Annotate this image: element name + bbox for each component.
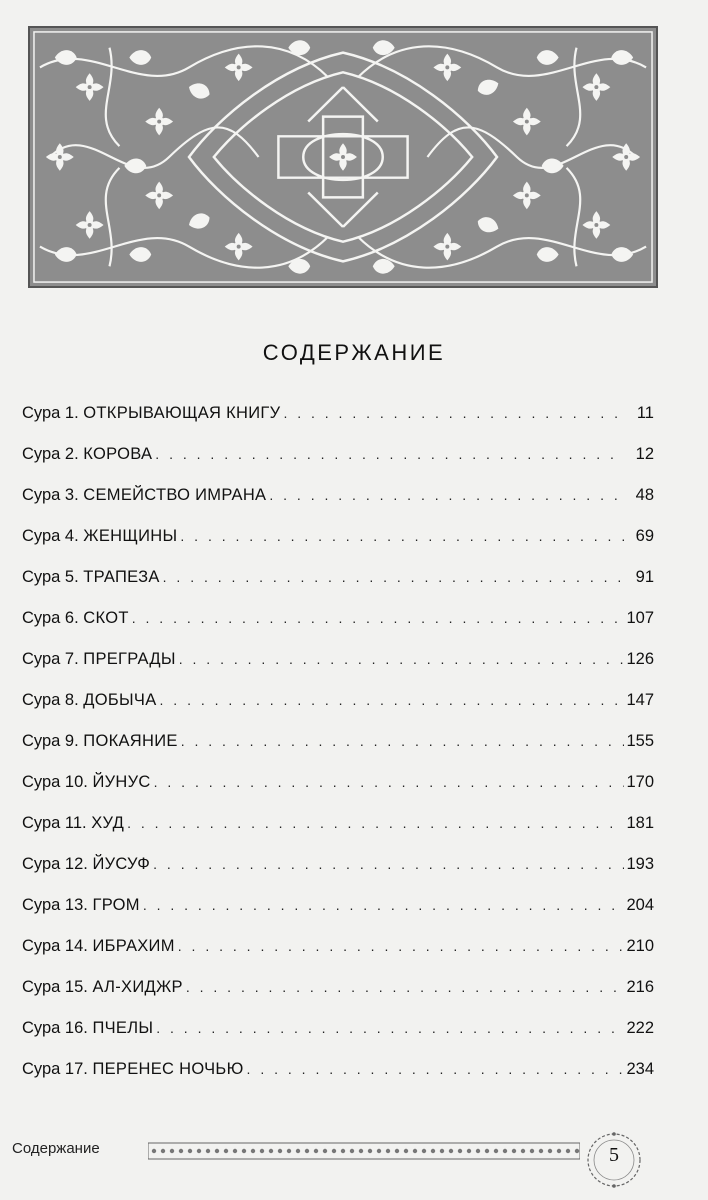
sura-name: ПЧЕЛЫ xyxy=(92,1019,154,1037)
toc-entry[interactable] xyxy=(22,650,654,691)
dot-leader xyxy=(247,1061,624,1077)
sura-name: СЕМЕЙСТВО ИМРАНА xyxy=(83,486,267,504)
sura-number: Сура 14. xyxy=(22,937,88,955)
sura-number: Сура 4. xyxy=(22,527,79,545)
toc-page-number: 126 xyxy=(626,650,654,668)
toc-page-number: 147 xyxy=(626,691,654,709)
toc-entry[interactable] xyxy=(22,855,654,896)
sura-number: Сура 7. xyxy=(22,650,79,668)
dot-leader xyxy=(269,487,624,503)
sura-number: Сура 13. xyxy=(22,896,88,914)
dot-leader xyxy=(163,569,624,585)
toc-page-number: 222 xyxy=(626,1019,654,1037)
page-title: СОДЕРЖАНИЕ xyxy=(262,340,446,365)
toc-page-number: 216 xyxy=(626,978,654,996)
toc-entry-title xyxy=(22,814,124,833)
sura-name: ТРАПЕЗА xyxy=(83,568,160,586)
toc-entry-title xyxy=(22,773,151,792)
sura-name: ГРОМ xyxy=(92,896,140,914)
sura-name: АЛ-ХИДЖР xyxy=(92,978,183,996)
sura-name: КОРОВА xyxy=(83,445,153,463)
sura-name: ДОБЫЧА xyxy=(83,691,157,709)
table-of-contents xyxy=(22,404,654,1101)
sura-name: ЙУНУС xyxy=(92,773,151,791)
toc-entry-title xyxy=(22,896,140,915)
toc-entry[interactable] xyxy=(22,609,654,650)
sura-number: Сура 16. xyxy=(22,1019,88,1037)
toc-entry-title xyxy=(22,609,129,628)
sura-number: Сура 3. xyxy=(22,486,79,504)
toc-entry-title xyxy=(22,937,175,956)
toc-entry[interactable] xyxy=(22,527,654,568)
sura-number: Сура 8. xyxy=(22,691,79,709)
sura-number: Сура 15. xyxy=(22,978,88,996)
sura-number: Сура 11. xyxy=(22,814,87,832)
toc-page-number: 69 xyxy=(635,527,654,545)
toc-page-number: 234 xyxy=(626,1060,654,1078)
dot-leader xyxy=(180,528,624,544)
toc-entry-title xyxy=(22,732,178,751)
sura-number: Сура 17. xyxy=(22,1060,88,1078)
toc-entry[interactable] xyxy=(22,732,654,773)
dot-leader xyxy=(160,692,624,708)
toc-page-number: 170 xyxy=(626,773,654,791)
sura-number: Сура 1. xyxy=(22,404,79,422)
toc-page-number: 193 xyxy=(626,855,654,873)
dot-leader xyxy=(154,774,624,790)
decorative-border-band-icon xyxy=(148,1140,580,1162)
sura-name: ПЕРЕНЕС НОЧЬЮ xyxy=(92,1060,244,1078)
sura-name: ПОКАЯНИЕ xyxy=(83,732,178,750)
sura-number: Сура 2. xyxy=(22,445,79,463)
toc-page-number: 210 xyxy=(626,937,654,955)
toc-entry-title xyxy=(22,650,176,669)
arabesque-ornament-icon xyxy=(30,28,656,286)
toc-page-number: 48 xyxy=(635,486,654,504)
toc-entry-title xyxy=(22,1060,244,1079)
toc-page-number: 155 xyxy=(626,732,654,750)
dot-leader xyxy=(155,446,624,462)
toc-entry-title xyxy=(22,978,183,997)
toc-page-number: 107 xyxy=(626,609,654,627)
toc-entry[interactable] xyxy=(22,937,654,978)
toc-entry[interactable] xyxy=(22,814,654,855)
dot-leader xyxy=(127,815,624,831)
dot-leader xyxy=(179,651,624,667)
sura-number: Сура 9. xyxy=(22,732,79,750)
toc-entry[interactable] xyxy=(22,691,654,732)
toc-entry-title xyxy=(22,527,177,546)
dot-leader xyxy=(178,938,624,954)
toc-entry[interactable] xyxy=(22,445,654,486)
header-ornament-panel xyxy=(28,26,658,288)
toc-entry[interactable] xyxy=(22,568,654,609)
toc-entry-title xyxy=(22,404,280,423)
dot-leader xyxy=(186,979,624,995)
toc-entry-title xyxy=(22,691,157,710)
page-number-badge xyxy=(584,1130,644,1190)
dot-leader xyxy=(153,856,624,872)
dot-leader xyxy=(283,405,624,421)
toc-page-number: 181 xyxy=(626,814,654,832)
sura-name: ПРЕГРАДЫ xyxy=(83,650,176,668)
sura-number: Сура 12. xyxy=(22,855,88,873)
sura-number: Сура 6. xyxy=(22,609,79,627)
toc-page-number: 91 xyxy=(635,568,654,586)
page-number: 5 xyxy=(609,1144,619,1166)
sura-number: Сура 10. xyxy=(22,773,88,791)
toc-entry[interactable] xyxy=(22,896,654,937)
sura-name: ИБРАХИМ xyxy=(92,937,175,955)
toc-entry-title xyxy=(22,445,152,464)
dot-leader xyxy=(156,1020,624,1036)
toc-entry-title xyxy=(22,486,266,505)
sura-name: ОТКРЫВАЮЩАЯ КНИГУ xyxy=(83,404,281,422)
sura-number: Сура 5. xyxy=(22,568,79,586)
dot-leader xyxy=(143,897,624,913)
sura-name: СКОТ xyxy=(83,609,129,627)
toc-entry[interactable] xyxy=(22,1060,654,1101)
toc-entry-title xyxy=(22,1019,153,1038)
toc-page-number: 11 xyxy=(636,404,654,422)
toc-entry[interactable] xyxy=(22,486,654,527)
toc-entry-title xyxy=(22,568,160,587)
dot-leader xyxy=(132,610,624,626)
toc-entry[interactable] xyxy=(22,404,654,445)
sura-name: ЙУСУФ xyxy=(92,855,151,873)
toc-entry-title xyxy=(22,855,150,874)
toc-entry[interactable] xyxy=(22,773,654,814)
sura-name: ЖЕНЩИНЫ xyxy=(83,527,178,545)
toc-entry[interactable] xyxy=(22,978,654,1019)
toc-page-number: 204 xyxy=(626,896,654,914)
toc-page-number: 12 xyxy=(635,445,654,463)
running-footer-label: Содержание xyxy=(12,1140,100,1157)
dot-leader xyxy=(181,733,624,749)
sura-name: ХУД xyxy=(91,814,125,832)
toc-entry[interactable] xyxy=(22,1019,654,1060)
